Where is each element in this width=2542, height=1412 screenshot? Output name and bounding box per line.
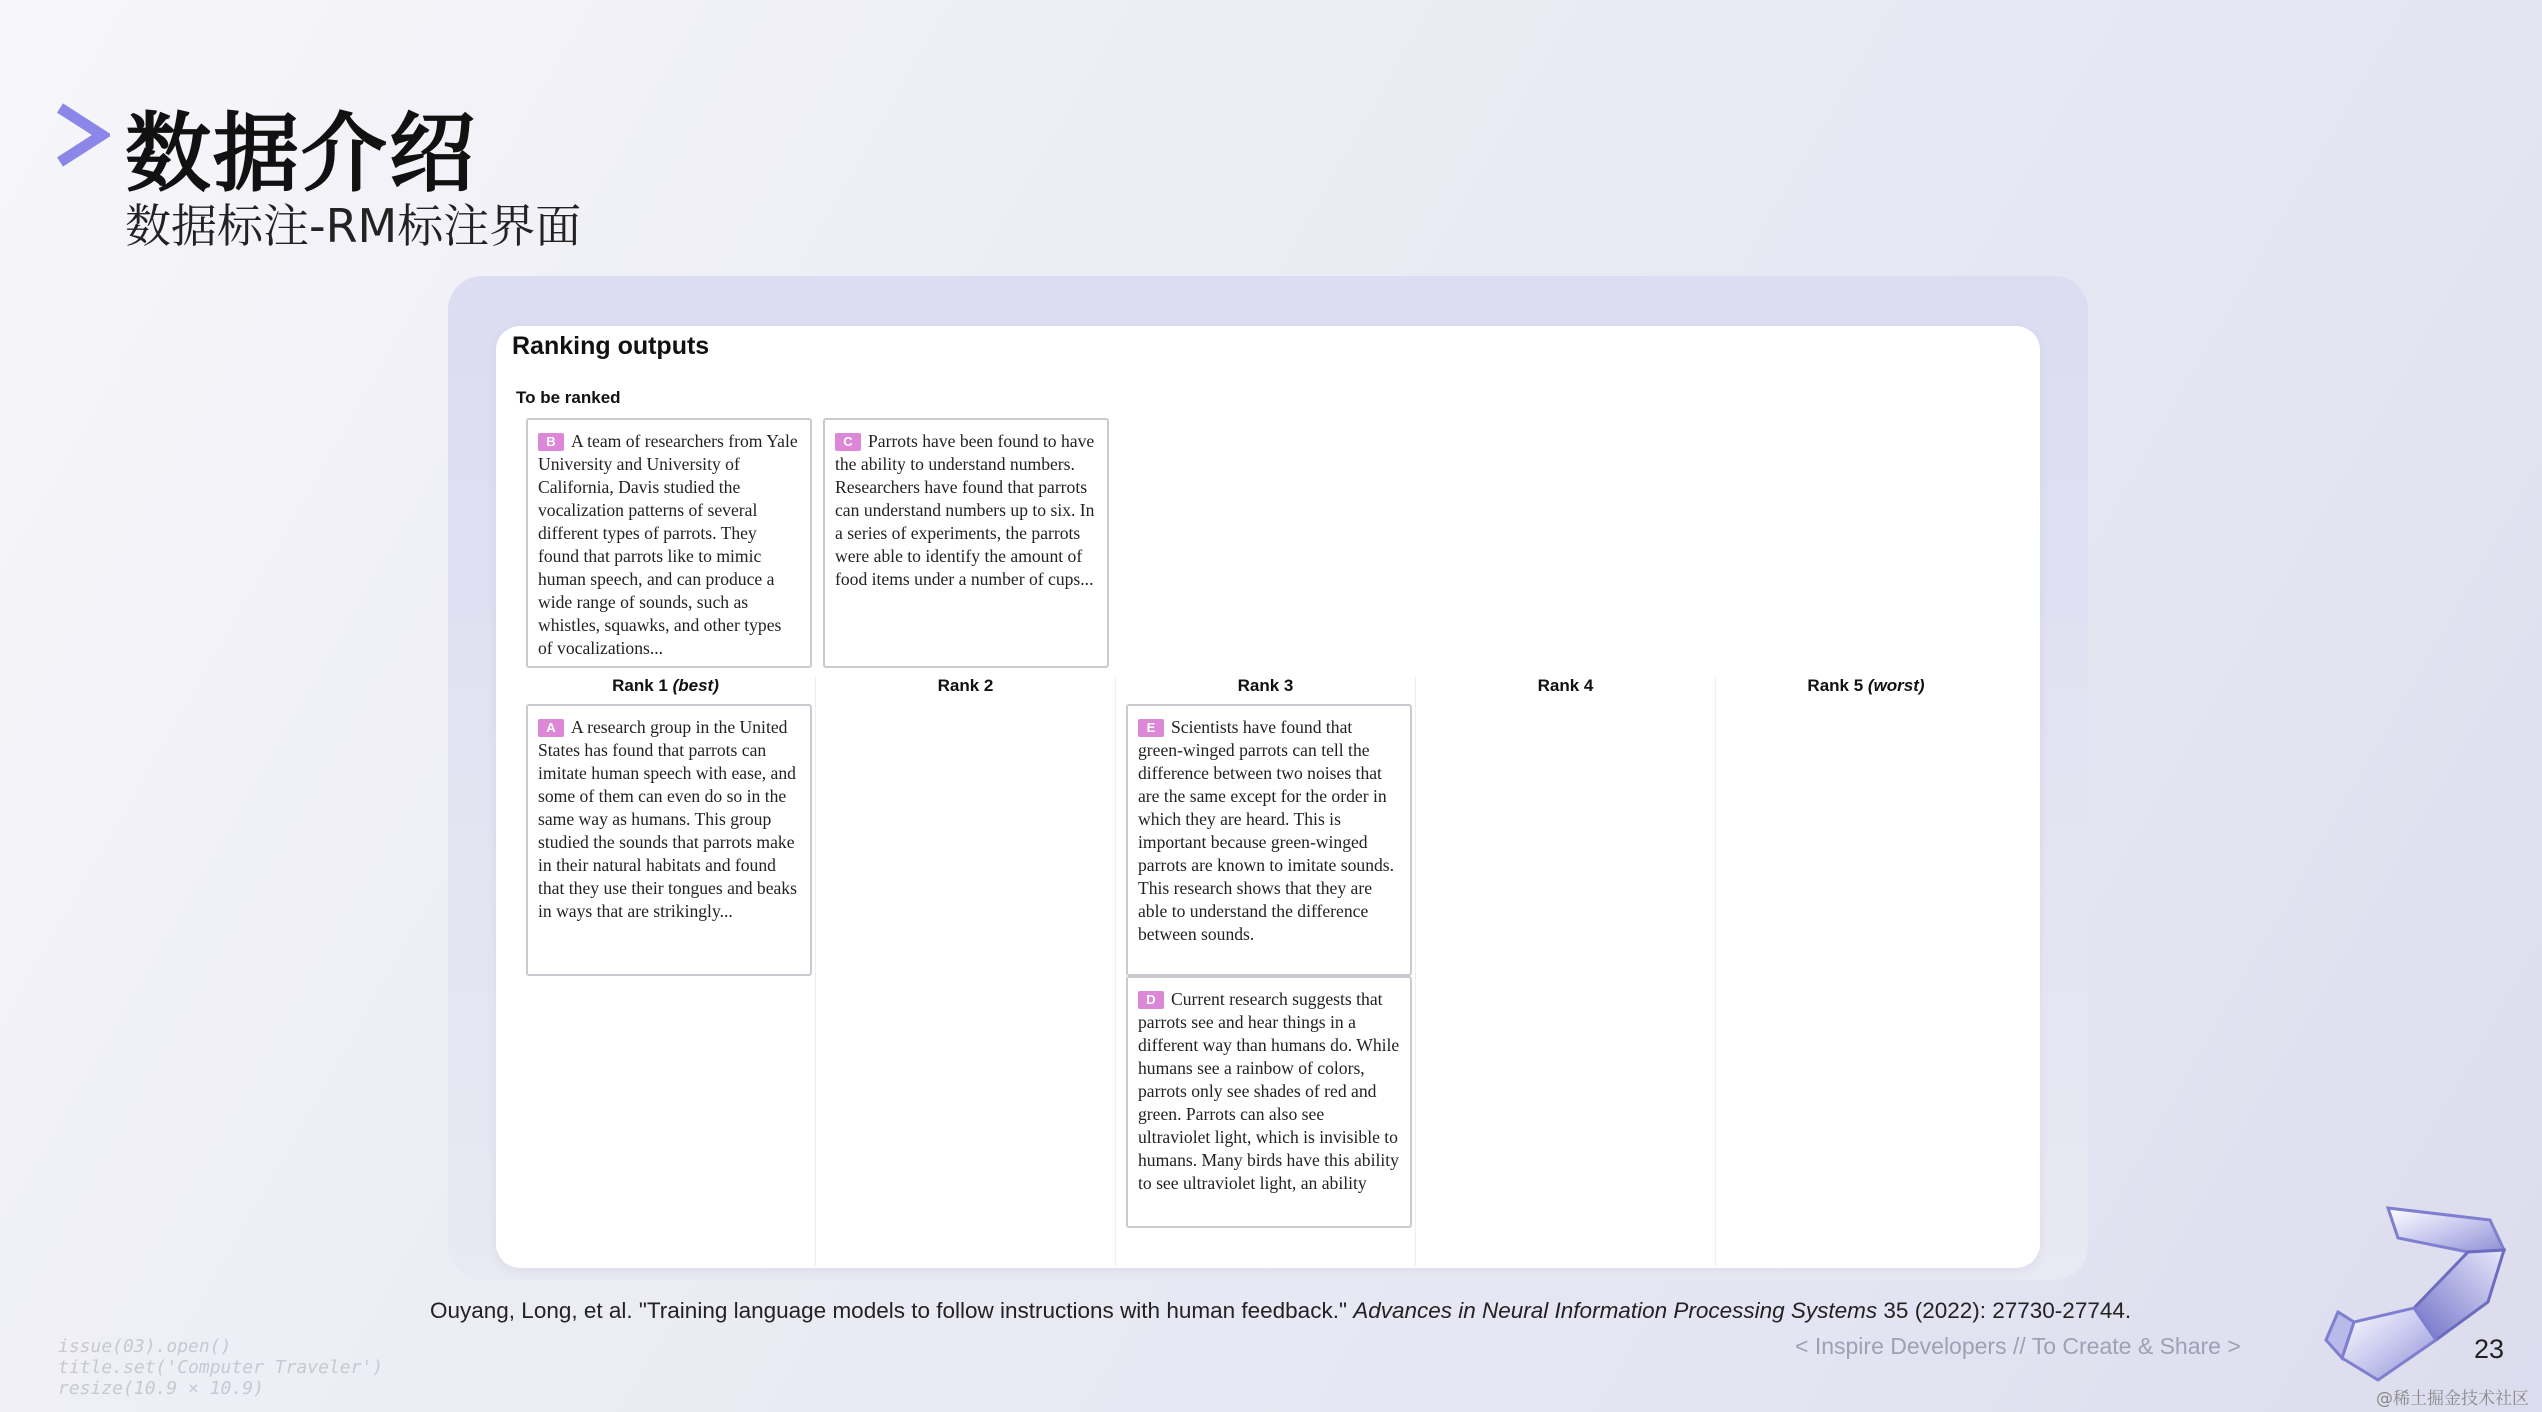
rank-column-5[interactable]	[1716, 676, 2016, 1266]
rank-header	[516, 676, 815, 696]
response-text: Current research suggests that parrots see and hear things in a different way than humans do. While humans see a rainbow of colors, parrots only see shades of red and green. Parrots can also see ultraviolet light, which is invisible to humans. Many birds have this ability to see ultraviolet light, an ability	[1138, 989, 1400, 1193]
code-line: issue(03).open()	[58, 1336, 232, 1357]
response-badge: E	[1138, 719, 1164, 737]
response-text: Parrots have been found to have the ability to understand numbers. Researchers have found that parrots can understand numbers up to six. In a series of experiments, the parrots were able to identify the amount of food items under a number of cups...	[835, 431, 1095, 589]
rank-column-1[interactable]	[516, 676, 816, 1266]
decorative-code	[58, 1336, 383, 1399]
rank-header	[1416, 676, 1715, 696]
rank-label: Rank 1	[612, 676, 668, 695]
response-card-e[interactable]	[1126, 704, 1412, 976]
code-line: resize(10.9 × 10.9)	[58, 1378, 264, 1399]
citation-paper: "Training language models to follow instructions with human feedback."	[638, 1298, 1354, 1323]
response-badge: A	[538, 719, 564, 737]
response-card-b[interactable]	[526, 418, 812, 668]
to-be-ranked-label: To be ranked	[516, 388, 621, 407]
page-subtitle: 数据标注-RM标注界面	[125, 199, 582, 253]
rank-qualifier: (worst)	[1867, 676, 1925, 695]
citation-authors: Ouyang, Long, et al.	[430, 1298, 639, 1323]
ranking-panel	[496, 326, 2040, 1268]
rank-label: Rank 4	[1537, 676, 1594, 695]
response-badge: C	[835, 433, 861, 451]
slogan-tagline: < Inspire Developers // To Create & Share >	[1795, 1333, 2241, 1359]
citation-venue: Advances in Neural Information Processing Systems	[1353, 1298, 1878, 1323]
rank-label: Rank 3	[1237, 676, 1294, 695]
response-badge: D	[1138, 991, 1164, 1009]
page-title: 数据介绍	[125, 104, 477, 204]
citation	[430, 1298, 2131, 1324]
page-number: 23	[2474, 1334, 2505, 1364]
rank-label: Rank 5	[1807, 676, 1864, 695]
response-text: A research group in the United States has found that parrots can imitate human speech with ease, and some of them can even do so in the same way as humans. This group studied the sounds that parrots make in their natural habitats and found that they use their tongues and beaks in ways that are strikingly...	[538, 717, 797, 921]
response-badge: B	[538, 433, 564, 451]
rank-label: Rank 2	[937, 676, 994, 695]
response-card-a[interactable]	[526, 704, 812, 976]
rank-column-3[interactable]	[1116, 676, 1416, 1266]
rank-column-2[interactable]	[816, 676, 1116, 1266]
chevron-right-icon	[54, 100, 110, 170]
rank-column-4[interactable]	[1416, 676, 1716, 1266]
code-line: title.set('Computer Traveler')	[58, 1357, 384, 1378]
response-text: A team of researchers from Yale University and University of California, Davis studied the vocalization patterns of several different types of parrots. They found that parrots like to mimic human speech, and can produce a wide range of sounds, such as whistles, squawks, and other types of vocalizations...	[538, 431, 798, 658]
response-card-c[interactable]	[823, 418, 1109, 668]
citation-details: 35 (2022): 27730-27744.	[1877, 1298, 2132, 1323]
rank-header	[1716, 676, 2016, 696]
rank-header	[816, 676, 1115, 696]
response-text: Scientists have found that green-winged parrots can tell the difference between two noises that are the same except for the order in which they are heard. This is important because green-winged parrots are known to imitate sounds. This research shows that they are able to understand the difference between sounds.	[1138, 717, 1395, 944]
response-card-d[interactable]	[1126, 976, 1412, 1228]
ranking-panel-title: Ranking outputs	[512, 332, 710, 360]
watermark: @稀土掘金技术社区	[2376, 1389, 2529, 1409]
rank-qualifier: (best)	[672, 676, 719, 695]
rank-header	[1116, 676, 1415, 696]
